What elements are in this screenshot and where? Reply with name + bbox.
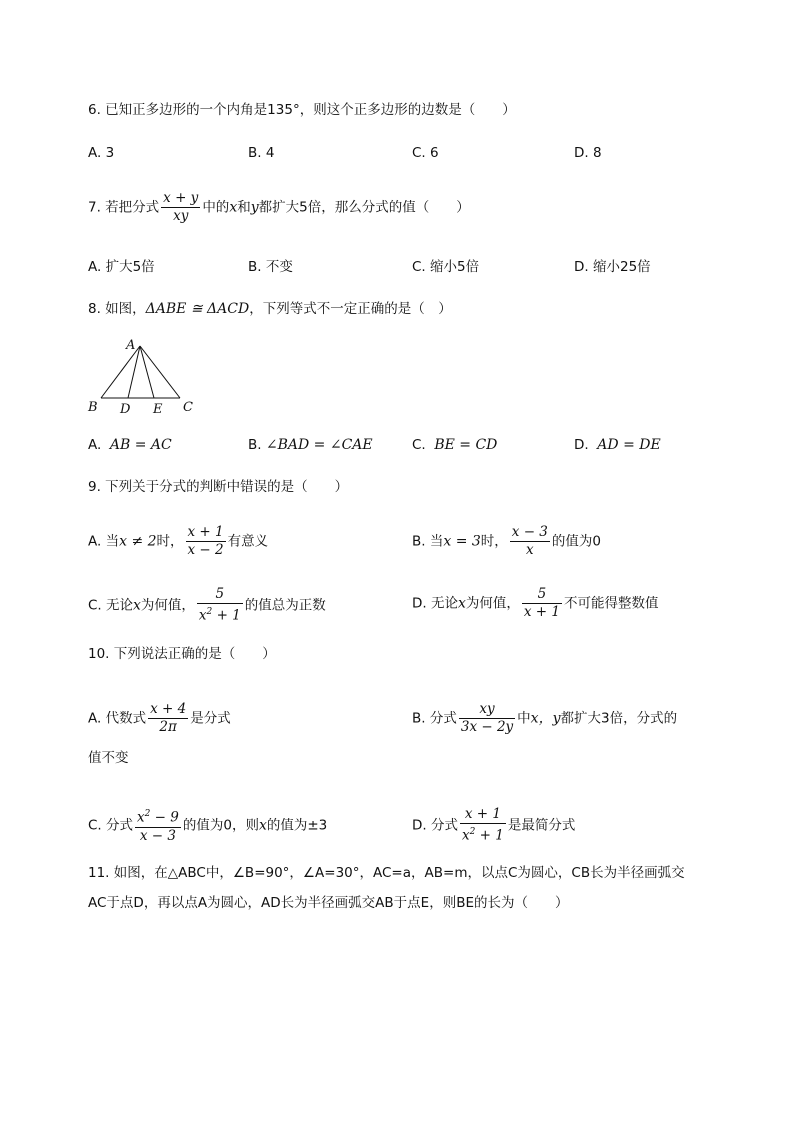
q8-option-c <box>412 435 497 455</box>
q10-b-den: 3x − 2y <box>460 719 514 735</box>
label-b: B <box>88 400 98 415</box>
q9-d-den: x + 1 <box>523 604 560 620</box>
q7-frac-num: x + y <box>163 190 199 206</box>
q10-a-prefix: A. 代数式 <box>88 710 147 727</box>
q10-a-den: 2π <box>159 719 177 735</box>
q9-a-fraction <box>186 524 226 559</box>
q7-mid2: 和 <box>237 199 251 216</box>
segment-ae <box>140 346 154 398</box>
q10-c-den: x − 3 <box>139 827 176 844</box>
q10-c-num-exp: 2 <box>144 809 151 819</box>
q10-option-b <box>412 701 677 736</box>
q10-d-den-base: x <box>461 827 470 844</box>
q9-c-den-rest: + 1 <box>216 607 241 624</box>
q8-triangle-figure <box>84 334 204 418</box>
q10-b-mid: 中 <box>517 710 531 727</box>
q11-line1: 11. 如图，在△ABC中，∠B=90°，∠A=30°，AC=a，AB=m，以点C为圆心，CB长为半径画弧交 <box>88 865 685 881</box>
q7-prefix: 7. 若把分式 <box>88 199 160 216</box>
q9-b-cond: x = 3 <box>443 533 481 550</box>
q9-a-mid: 时， <box>156 533 184 550</box>
q7-option-a: A. 扩大5倍 <box>88 259 155 275</box>
q9-a-prefix: A. 当 <box>88 533 120 550</box>
q8-option-c-expr: BE = CD <box>434 437 498 453</box>
q7-frac-den: xy <box>173 208 189 224</box>
q10-b-vars: x，y <box>530 710 561 727</box>
q9-d-fraction <box>522 586 562 621</box>
q7-mid1: 中的 <box>202 199 230 216</box>
q10-d-suffix: 是最简分式 <box>507 817 576 834</box>
q9-d-num: 5 <box>522 586 562 604</box>
q10-d-prefix: D. 分式 <box>412 817 458 834</box>
q11-line2: AC于点D，再以点A为圆心，AD长为半径画弧交AB于点E，则BE的长为（ ） <box>88 895 569 911</box>
q9-b-fraction <box>510 524 550 559</box>
q9-option-a <box>88 524 268 559</box>
q9-d-mid: 为何值， <box>465 595 520 612</box>
q8-congruence: ΔABE ≅ ΔACD <box>145 301 250 317</box>
q8-option-b-label: B. <box>248 437 262 453</box>
label-e: E <box>153 402 163 417</box>
label-a: A <box>126 338 136 353</box>
q8-option-c-label: C. <box>412 437 426 453</box>
q10-b-fraction <box>459 701 515 736</box>
q9-stem: 9. 下列关于分式的判断中错误的是（ ） <box>88 479 349 495</box>
q6-option-a: A. 3 <box>88 145 115 161</box>
q9-c-fraction <box>197 586 243 625</box>
q10-option-a <box>88 701 231 736</box>
q8-option-a-label: A. <box>88 437 102 453</box>
q10-d-fraction <box>460 806 506 845</box>
q9-option-c <box>88 586 326 625</box>
q9-c-mid: 为何值， <box>140 597 195 614</box>
q10-d-num: x + 1 <box>460 806 506 824</box>
q8-suffix: ，下列等式不一定正确的是（ ） <box>249 301 452 317</box>
q8-option-a <box>88 435 172 455</box>
q10-c-fraction <box>135 806 181 845</box>
q8-option-d <box>574 435 661 455</box>
q10-b-suffix: 都扩大3倍，分式的 <box>560 710 678 727</box>
q8-option-a-expr: AB = AC <box>109 437 172 453</box>
q9-b-suffix: 的值为0 <box>551 533 601 550</box>
q7-option-c: C. 缩小5倍 <box>412 259 480 275</box>
q8-option-b-expr: ∠BAD = ∠CAE <box>265 437 373 453</box>
q9-option-d <box>412 586 659 621</box>
q10-c-prefix: C. 分式 <box>88 817 134 834</box>
q10-c-num <box>135 806 181 828</box>
q9-c-num: 5 <box>197 586 243 604</box>
q10-d-den <box>460 824 506 845</box>
q10-d-den-exp: 2 <box>469 827 476 837</box>
q9-b-prefix: B. 当 <box>412 533 444 550</box>
q10-option-c <box>88 806 327 845</box>
q9-a-den: x − 2 <box>187 542 224 558</box>
q10-c-var: x <box>258 817 267 834</box>
label-c: C <box>183 400 193 415</box>
q9-c-den-base: x <box>198 607 207 624</box>
q10-c-num-base: x <box>137 809 145 826</box>
q10-a-num: x + 4 <box>150 701 187 717</box>
q9-c-prefix: C. 无论 <box>88 597 134 614</box>
q7-fraction <box>161 190 200 225</box>
q9-b-den: x <box>526 542 534 558</box>
q6-option-b: B. 4 <box>248 145 275 161</box>
q10-b-prefix: B. 分式 <box>412 710 457 727</box>
q9-d-var: x <box>457 595 466 612</box>
q9-d-suffix: 不可能得整数值 <box>564 595 659 612</box>
q8-option-d-label: D. <box>574 437 589 453</box>
q9-c-den <box>197 604 243 625</box>
q7-var-y: y <box>250 199 259 216</box>
q10-a-fraction <box>148 701 188 736</box>
q7-var-x: x <box>229 199 238 216</box>
q6-stem: 6. 已知正多边形的一个内角是135°，则这个正多边形的边数是（ ） <box>88 102 516 118</box>
q9-a-cond: x ≠ 2 <box>119 533 157 550</box>
segment-ac <box>140 346 180 398</box>
q10-option-b-continued: 值不变 <box>88 750 129 766</box>
q10-option-d <box>412 806 575 845</box>
label-d: D <box>120 402 131 417</box>
q9-c-var: x <box>133 597 141 614</box>
q7-suffix: 都扩大5倍，那么分式的值（ ） <box>258 199 470 216</box>
q9-a-num: x + 1 <box>187 524 224 540</box>
q8-option-b <box>248 435 373 455</box>
q9-b-num: x − 3 <box>511 524 548 540</box>
q9-c-den-exp: 2 <box>206 607 213 617</box>
q10-c-num-rest: − 9 <box>154 809 179 826</box>
q10-c-suffix: 的值为±3 <box>266 817 328 834</box>
q8-option-d-expr: AD = DE <box>597 437 661 453</box>
q7-option-d: D. 缩小25倍 <box>574 259 651 275</box>
q8-stem <box>88 299 452 319</box>
q10-d-den-rest: + 1 <box>479 827 504 844</box>
q6-option-d: D. 8 <box>574 145 602 161</box>
q10-b-num: xy <box>459 701 515 719</box>
q6-option-c: C. 6 <box>412 145 439 161</box>
q8-prefix: 8. 如图， <box>88 301 146 317</box>
q10-stem: 10. 下列说法正确的是（ ） <box>88 646 276 662</box>
q9-d-prefix: D. 无论 <box>412 595 458 612</box>
q9-b-mid: 时， <box>480 533 508 550</box>
q9-a-suffix: 有意义 <box>227 533 269 550</box>
q9-c-suffix: 的值总为正数 <box>244 597 326 614</box>
q10-c-mid: 的值为0，则 <box>182 817 259 834</box>
q9-option-b <box>412 524 601 559</box>
q7-stem <box>88 190 470 225</box>
q10-a-suffix: 是分式 <box>190 710 231 727</box>
q7-option-b: B. 不变 <box>248 259 293 275</box>
